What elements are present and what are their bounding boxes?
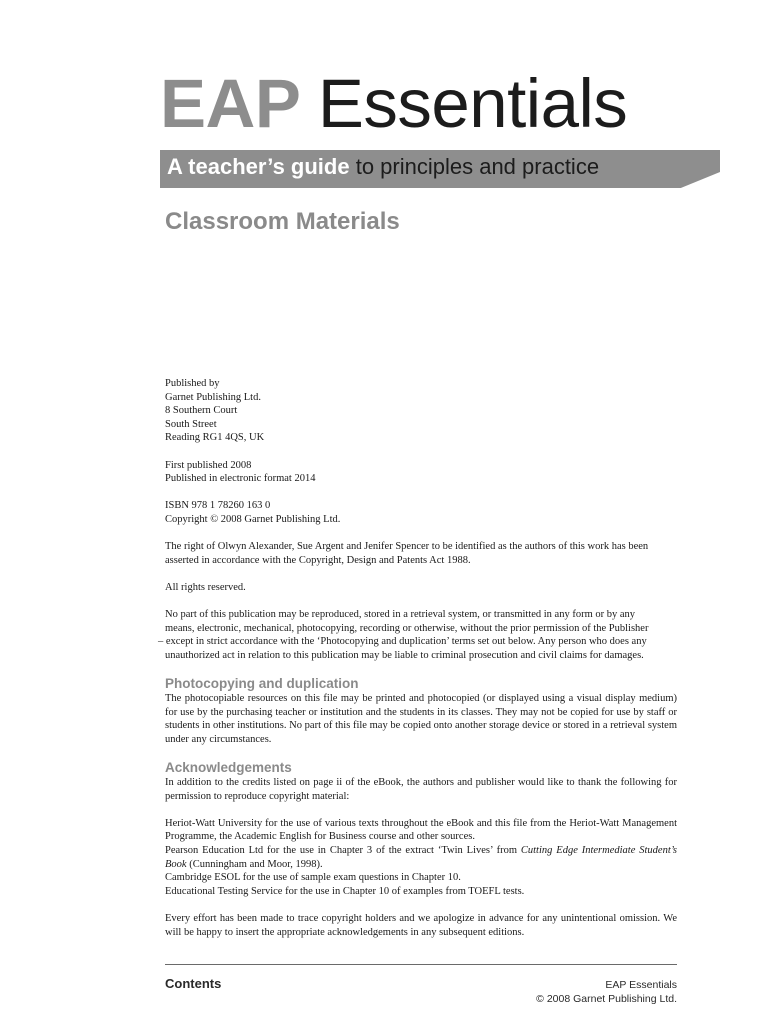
copyright-line: Copyright © 2008 Garnet Publishing Ltd. <box>165 513 341 525</box>
ack-effort-note: Every effort has been made to trace copyright holders and we apologize in advance for any unintentional omission. We will be happy to insert the appropriate acknowledgements in any subsequent editions. <box>165 912 677 938</box>
footer-book-title: EAP Essentials <box>605 979 677 991</box>
ack-pearson-text: Pearson Education Ltd for the use in Chapter 3 of the extract ‘Twin Lives’ from <box>165 845 521 856</box>
footer-copyright: © 2008 Garnet Publishing Ltd. <box>536 993 677 1005</box>
all-rights-reserved: All rights reserved. <box>165 581 246 593</box>
no-reproduction-line: means, electronic, mechanical, photocopying, recording or otherwise, without the prior permission of the Publisher <box>165 622 649 634</box>
page-subtitle: Classroom Materials <box>165 208 400 235</box>
ack-cambridge: Cambridge ESOL for the use of sample exam questions in Chapter 10. <box>165 872 461 884</box>
isbn-block <box>165 499 677 526</box>
acknowledgements-intro: In addition to the credits listed on page ii of the eBook, the authors and publisher would like to thank the following for permission to reproduce copyright material: <box>165 777 677 802</box>
photocopying-heading: Photocopying and duplication <box>165 676 359 692</box>
no-reproduction-line: unauthorized act in relation to this publication may be liable to criminal prosecution and civil claims for damages. <box>165 649 644 661</box>
book-title-eap: EAP <box>160 65 300 142</box>
book-title <box>160 62 627 146</box>
imprint-body <box>158 377 677 953</box>
ack-heriot-watt: Heriot-Watt University for the use of various texts throughout the eBook and this file from the Heriot-Watt Management Programme, the Academic English for Business course and other sources. <box>165 817 677 843</box>
publisher-line: Garnet Publishing Ltd. <box>165 391 261 403</box>
edition-line: First published 2008 <box>165 459 252 471</box>
tagline-bold: A teacher’s guide <box>167 154 350 179</box>
ack-pearson-book-title: Cutting Edge Intermediate Student’s Book <box>165 845 677 870</box>
publisher-line: Reading RG1 4QS, UK <box>165 432 265 444</box>
publisher-line: South Street <box>165 418 217 430</box>
acknowledgements-heading: Acknowledgements <box>165 760 292 776</box>
edition-block <box>165 459 677 486</box>
publisher-line: 8 Southern Court <box>165 405 238 417</box>
ack-ets: Educational Testing Service for the use in Chapter 10 of examples from TOEFL tests. <box>165 885 525 897</box>
book-title-essentials: Essentials <box>317 65 628 142</box>
no-reproduction-block <box>158 608 677 662</box>
edition-line: Published in electronic format 2014 <box>165 473 316 485</box>
photocopying-body: The photocopiable resources on this file may be printed and photocopied (or displayed using a visual display medium) for use by the purchasing teacher or institution and the students in its classes. They may not be copied for use by staff or students in other institutions. No part of this file may be copied onto another storage device or stored in a retrieval system under any circumstances. <box>165 693 677 745</box>
moral-rights-line: The right of Olwyn Alexander, Sue Argent and Jenifer Spencer to be identified as the authors of this work has been <box>165 541 649 553</box>
isbn-line: ISBN 978 1 78260 163 0 <box>165 500 271 512</box>
ack-pearson-citation: (Cunningham and Moor, 1998). <box>186 858 323 870</box>
publisher-block <box>165 377 677 445</box>
moral-rights-line: asserted in accordance with the Copyright, Design and Patents Act 1988. <box>165 554 471 566</box>
no-reproduction-line: – except in strict accordance with the ‘Photocopying and duplication’ terms set out below. Any person who does any <box>158 636 647 648</box>
footer-divider <box>165 964 677 965</box>
contents-link[interactable]: Contents <box>165 976 222 991</box>
footer-imprint <box>536 978 677 1006</box>
publisher-line: Published by <box>165 378 220 389</box>
tagline-rest: to principles and practice <box>355 154 600 179</box>
tagline <box>167 152 599 182</box>
no-reproduction-line: No part of this publication may be reproduced, stored in a retrieval system, or transmitted in any form or by any <box>165 609 636 621</box>
ack-pearson <box>165 844 677 871</box>
moral-rights-block <box>165 540 677 567</box>
